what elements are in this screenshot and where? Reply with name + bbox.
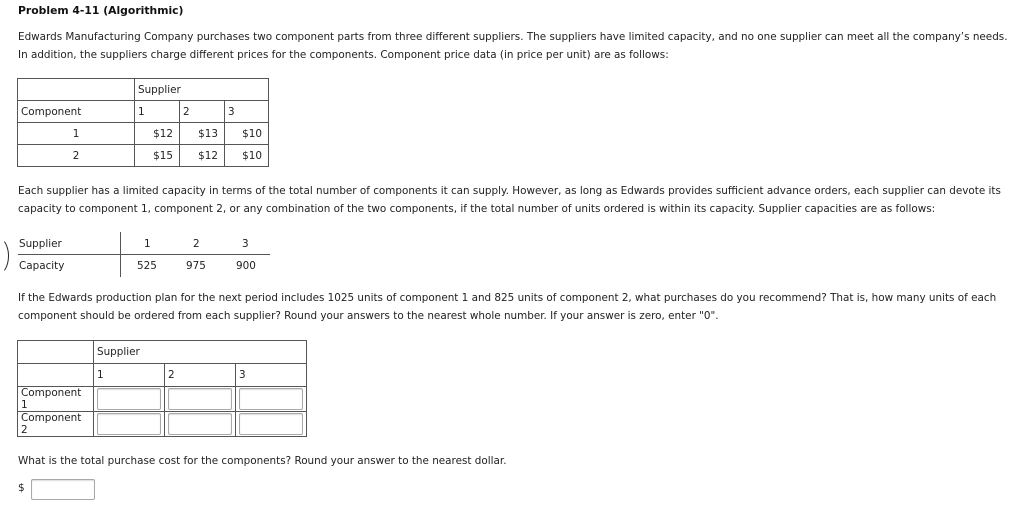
price-c1-s3: $10	[225, 123, 269, 145]
capacity-supplier-1: 1	[144, 238, 151, 250]
answer-row-component-2: Component 2	[18, 412, 94, 437]
component2-supplier1-input[interactable]	[97, 413, 161, 435]
question-paragraph: If the Edwards production plan for the next period includes 1025 units of component 1 and 825 units of component 2, what purchases do you recommend? That is, how many units of each component should be ordered from each supplier? Round your answers to the nearest whole number. If your answer is zero, enter "0".	[18, 292, 997, 322]
capacity-value-2: 975	[186, 260, 206, 272]
total-cost-question: What is the total purchase cost for the components? Round your answer to the nearest dollar.	[18, 455, 507, 467]
answer-supplier-1: 1	[94, 364, 165, 387]
price-component-header: Component	[18, 101, 135, 123]
answer-supplier-3: 3	[236, 364, 307, 387]
answer-supplier-2: 2	[165, 364, 236, 387]
currency-symbol: $	[18, 482, 25, 494]
capacity-row-label: Capacity	[19, 260, 65, 272]
capacity-paragraph: Each supplier has a limited capacity in terms of the total number of components it can supply. However, as long as Edwards provides sufficient advance orders, each supplier can devote its capacity to component 1, component 2, or any combination of the two components, if the total number of units ordered is within its capacity. Supplier capacities are as follows:	[18, 185, 1001, 215]
answer-blank-cell	[18, 364, 94, 387]
component1-supplier1-input[interactable]	[97, 388, 161, 410]
capacity-value-3: 900	[236, 260, 256, 272]
capacity-supplier-3: 3	[242, 238, 249, 250]
answer-table-corner	[18, 341, 94, 364]
price-c2-s1: $15	[135, 145, 180, 167]
price-c2-s2: $12	[180, 145, 225, 167]
component1-supplier2-input[interactable]	[168, 388, 232, 410]
price-table	[17, 78, 269, 167]
component1-supplier3-input[interactable]	[239, 388, 303, 410]
answer-supplier-header: Supplier	[94, 341, 307, 364]
price-table-corner	[18, 79, 135, 101]
total-cost-input[interactable]	[31, 479, 95, 500]
price-supplier-2: 2	[180, 101, 225, 123]
component2-supplier2-input[interactable]	[168, 413, 232, 435]
price-component-1: 1	[18, 123, 135, 145]
capacity-divider-horizontal	[18, 254, 270, 255]
price-c1-s2: $13	[180, 123, 225, 145]
price-component-2: 2	[18, 145, 135, 167]
capacity-value-1: 525	[137, 260, 157, 272]
price-supplier-header: Supplier	[135, 79, 269, 101]
price-c2-s3: $10	[225, 145, 269, 167]
answer-row-component-1: Component 1	[18, 387, 94, 412]
problem-title: Problem 4-11 (Algorithmic)	[18, 4, 184, 17]
price-c1-s1: $12	[135, 123, 180, 145]
scroll-bracket-decoration	[0, 237, 9, 275]
price-supplier-3: 3	[225, 101, 269, 123]
price-supplier-1: 1	[135, 101, 180, 123]
capacity-supplier-2: 2	[193, 238, 200, 250]
answer-table	[17, 340, 307, 437]
intro-paragraph: Edwards Manufacturing Company purchases two component parts from three different suppliers. The suppliers have limited capacity, and no one supplier can meet all the company’s needs. In addition, the suppliers charge different prices for the components. Component price data (in price per unit) are as follows:	[18, 31, 1008, 61]
capacity-supplier-label: Supplier	[19, 238, 62, 250]
component2-supplier3-input[interactable]	[239, 413, 303, 435]
